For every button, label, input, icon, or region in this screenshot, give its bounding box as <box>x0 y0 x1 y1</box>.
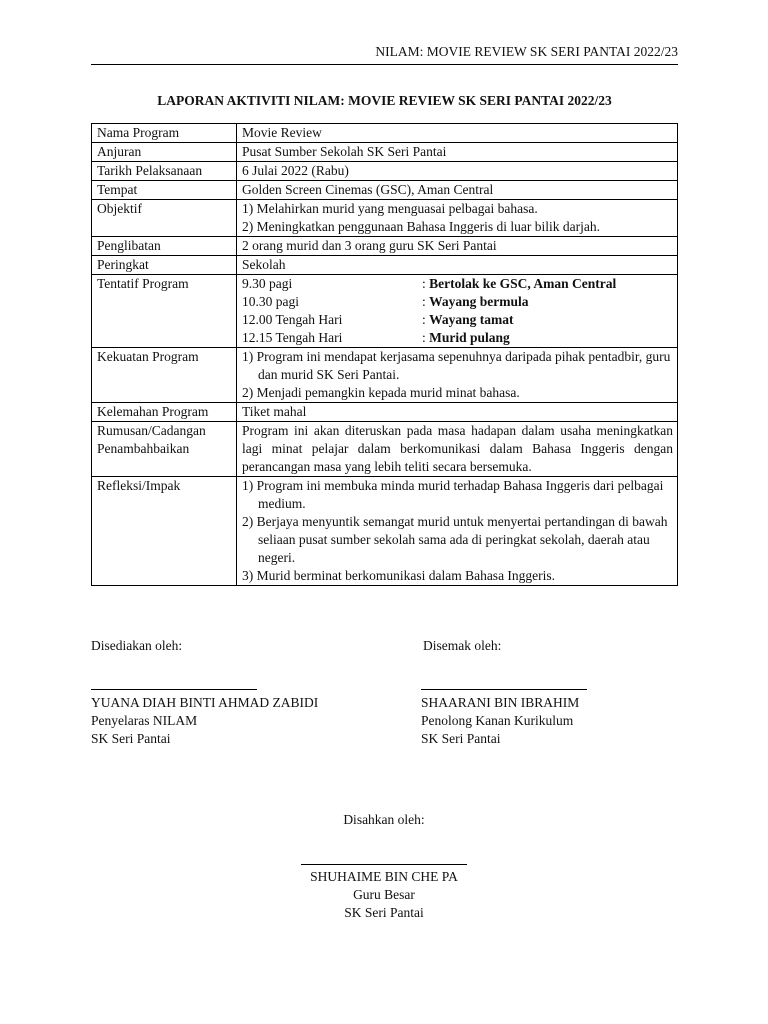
approved-caption: Disahkan oleh: <box>343 812 425 827</box>
objective-item: 2) Meningkatkan penggunaan Bahasa Inggeris di luar bilik darjah. <box>242 219 601 234</box>
checked-position: Penolong Kanan Kurikulum <box>421 713 574 728</box>
row-label: Tarikh Pelaksanaan <box>92 162 237 181</box>
prepared-caption: Disediakan oleh: <box>91 638 183 653</box>
row-value <box>237 348 678 403</box>
approved-signature-line <box>301 864 467 865</box>
row-label <box>92 422 237 477</box>
approved-name: SHUHAIME BIN CHE PA <box>310 869 458 884</box>
row-label: Tempat <box>92 181 237 200</box>
row-value: Pusat Sumber Sekolah SK Seri Pantai <box>237 143 678 162</box>
prepared-school: SK Seri Pantai <box>91 731 171 746</box>
reflection-item: 3) Murid berminat berkomunikasi dalam Bahasa Inggeris. <box>242 568 556 583</box>
table-row <box>92 181 678 200</box>
row-value: Sekolah <box>237 256 678 275</box>
row-value <box>237 200 678 237</box>
table-row <box>92 237 678 256</box>
prepared-position: Penyelaras NILAM <box>91 713 198 728</box>
schedule-colon: : <box>422 312 430 327</box>
schedule-colon: : <box>422 294 430 309</box>
table-row <box>92 143 678 162</box>
strength-item: 2) Menjadi pemangkin kepada murid minat bahasa. <box>242 385 520 400</box>
schedule-item <box>242 311 673 329</box>
row-label: Tentatif Program <box>92 275 237 348</box>
checked-school: SK Seri Pantai <box>421 731 501 746</box>
row-label-line: Penambahbaikan <box>97 441 190 456</box>
approved-block <box>284 868 484 922</box>
schedule-time: 10.30 pagi <box>242 294 299 309</box>
reflection-item: 1) Program ini membuka minda murid terhadap Bahasa Inggeris dari pelbagai medium. <box>242 478 664 511</box>
schedule-colon: : <box>422 276 430 291</box>
table-row <box>92 256 678 275</box>
row-label: Peringkat <box>92 256 237 275</box>
page-header: NILAM: MOVIE REVIEW SK SERI PANTAI 2022/23 <box>91 44 678 65</box>
table-row <box>92 124 678 143</box>
schedule-time: 12.15 Tengah Hari <box>242 330 343 345</box>
prepared-block <box>91 694 391 748</box>
schedule-desc: Wayang tamat <box>429 312 514 327</box>
schedule-item <box>242 275 673 293</box>
report-table <box>91 123 678 586</box>
reflection-item: 2) Berjaya menyuntik semangat murid untuk menyertai pertandingan di bawah seliaan pusat sumber sekolah sama ada di peringkat sekolah, daerah atau negeri. <box>242 514 668 565</box>
row-value: Movie Review <box>237 124 678 143</box>
schedule-desc: Wayang bermula <box>429 294 529 309</box>
row-value <box>237 275 678 348</box>
row-value: 6 Julai 2022 (Rabu) <box>237 162 678 181</box>
row-label: Kekuatan Program <box>92 348 237 403</box>
row-label: Nama Program <box>92 124 237 143</box>
checked-block <box>421 694 671 748</box>
table-row <box>92 348 678 403</box>
row-value: 2 orang murid dan 3 orang guru SK Seri Pantai <box>237 237 678 256</box>
prepared-signature-line <box>91 689 257 690</box>
checked-name: SHAARANI BIN IBRAHIM <box>421 695 580 710</box>
table-row <box>92 477 678 586</box>
row-label: Objektif <box>92 200 237 237</box>
schedule-colon: : <box>422 330 430 345</box>
approved-school: SK Seri Pantai <box>344 905 424 920</box>
table-row <box>92 200 678 237</box>
row-value <box>237 477 678 586</box>
strength-item: 1) Program ini mendapat kerjasama sepenuhnya daripada pihak pentadbir, guru dan murid SK Seri Pantai. <box>242 349 671 382</box>
schedule-desc: Bertolak ke GSC, Aman Central <box>429 276 617 291</box>
approved-position: Guru Besar <box>353 887 415 902</box>
table-row <box>92 162 678 181</box>
prepared-name: YUANA DIAH BINTI AHMAD ZABIDI <box>91 695 319 710</box>
row-value: Golden Screen Cinemas (GSC), Aman Central <box>237 181 678 200</box>
checked-caption: Disemak oleh: <box>423 638 502 653</box>
row-label: Anjuran <box>92 143 237 162</box>
row-label: Penglibatan <box>92 237 237 256</box>
schedule-desc: Murid pulang <box>429 330 510 345</box>
schedule-item <box>242 329 673 347</box>
report-title: LAPORAN AKTIVITI NILAM: MOVIE REVIEW SK SERI PANTAI 2022/23 <box>157 93 612 108</box>
schedule-time: 12.00 Tengah Hari <box>242 312 343 327</box>
checked-signature-line <box>421 689 587 690</box>
row-value: Tiket mahal <box>237 403 678 422</box>
row-value: Program ini akan diteruskan pada masa hadapan dalam usaha meningkatkan lagi minat pelajar dalam berkomunikasi dalam Bahasa Inggeris dengan perancangan masa yang lebih teliti secara bersemuka. <box>237 422 678 477</box>
row-label-line: Rumusan/Cadangan <box>97 423 206 438</box>
table-row <box>92 275 678 348</box>
schedule-time: 9.30 pagi <box>242 276 293 291</box>
objective-item: 1) Melahirkan murid yang menguasai pelbagai bahasa. <box>242 201 538 216</box>
table-row <box>92 422 678 477</box>
row-label: Refleksi/Impak <box>92 477 237 586</box>
schedule-item <box>242 293 673 311</box>
table-row <box>92 403 678 422</box>
row-label: Kelemahan Program <box>92 403 237 422</box>
